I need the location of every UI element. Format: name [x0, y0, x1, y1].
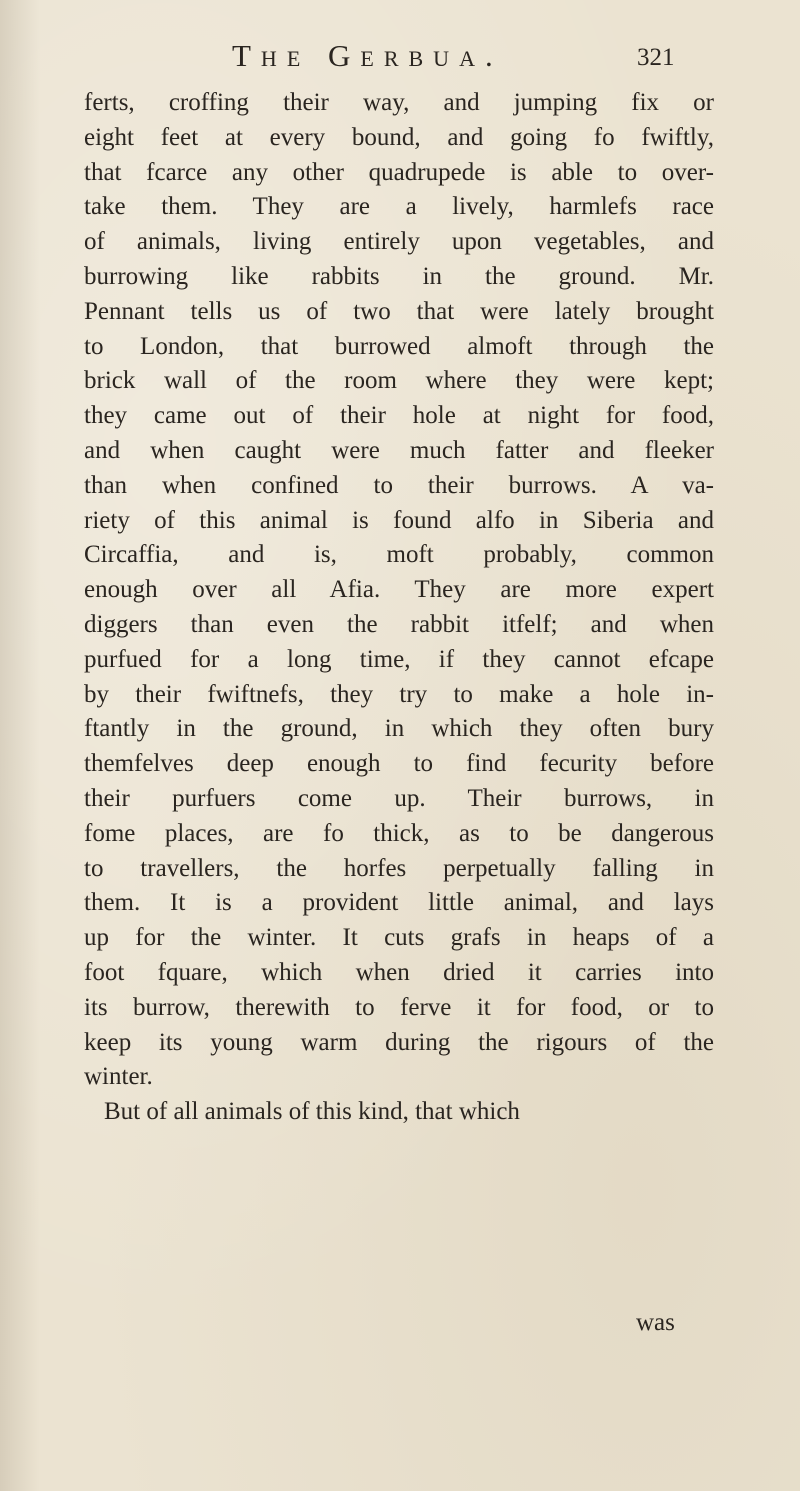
text-line: and when caught were much fatter and fleeker	[84, 436, 714, 464]
text-line: to travellers, the horfes perpetually falling in	[84, 854, 714, 882]
text-line: foot fquare, which when dried it carries into	[84, 958, 714, 986]
text-line: fome places, are fo thick, as to be dangerous	[84, 819, 714, 847]
text-line: ftantly in the ground, in which they often bury	[84, 715, 714, 743]
body-text	[84, 86, 714, 1130]
text-line: riety of this animal is found alfo in Siberia and	[84, 506, 714, 534]
text-line: that fcarce any other quadrupede is able to over-	[84, 158, 714, 186]
running-title: The Gerbua.	[232, 38, 503, 73]
text-line: of animals, living entirely upon vegetables, and	[84, 228, 714, 256]
text-line: burrowing like rabbits in the ground. Mr.	[84, 262, 714, 290]
page-edge-shadow	[0, 0, 40, 1491]
page-number: 321	[637, 44, 675, 71]
text-line: diggers than even the rabbit itfelf; and when	[84, 610, 714, 638]
text-line: their purfuers come up. Their burrows, in	[84, 784, 714, 812]
text-line: them. It is a provident little animal, and lays	[84, 889, 714, 917]
text-line-paragraph-end: winter.	[84, 1063, 153, 1091]
text-line: to London, that burrowed almoft through the	[84, 332, 714, 360]
text-line: themfelves deep enough to find fecurity before	[84, 750, 714, 778]
text-line: enough over all Afia. They are more expert	[84, 576, 714, 604]
text-line: purfued for a long time, if they cannot efcape	[84, 645, 714, 673]
page-header	[232, 38, 562, 82]
text-line: its burrow, therewith to ferve it for food, or to	[84, 993, 714, 1021]
text-line: eight feet at every bound, and going fo fwiftly,	[84, 123, 714, 151]
text-line: ferts, croffing their way, and jumping fix or	[84, 89, 714, 116]
text-line: up for the winter. It cuts grafs in heaps of a	[84, 924, 714, 952]
text-line: take them. They are a lively, harmlefs race	[84, 193, 714, 221]
text-line: keep its young warm during the rigours of the	[84, 1028, 714, 1056]
text-line: Circaffia, and is, moft probably, common	[84, 541, 714, 569]
text-line: by their fwiftnefs, they try to make a hole in-	[84, 680, 714, 708]
text-line: they came out of their hole at night for food,	[84, 402, 714, 430]
catchword: was	[636, 1309, 675, 1336]
text-line: than when confined to their burrows. A va-	[84, 471, 714, 499]
text-line-paragraph-start: But of all animals of this kind, that which	[104, 1098, 520, 1126]
text-line: brick wall of the room where they were kept;	[84, 367, 714, 395]
text-line: Pennant tells us of two that were lately brought	[84, 297, 714, 325]
